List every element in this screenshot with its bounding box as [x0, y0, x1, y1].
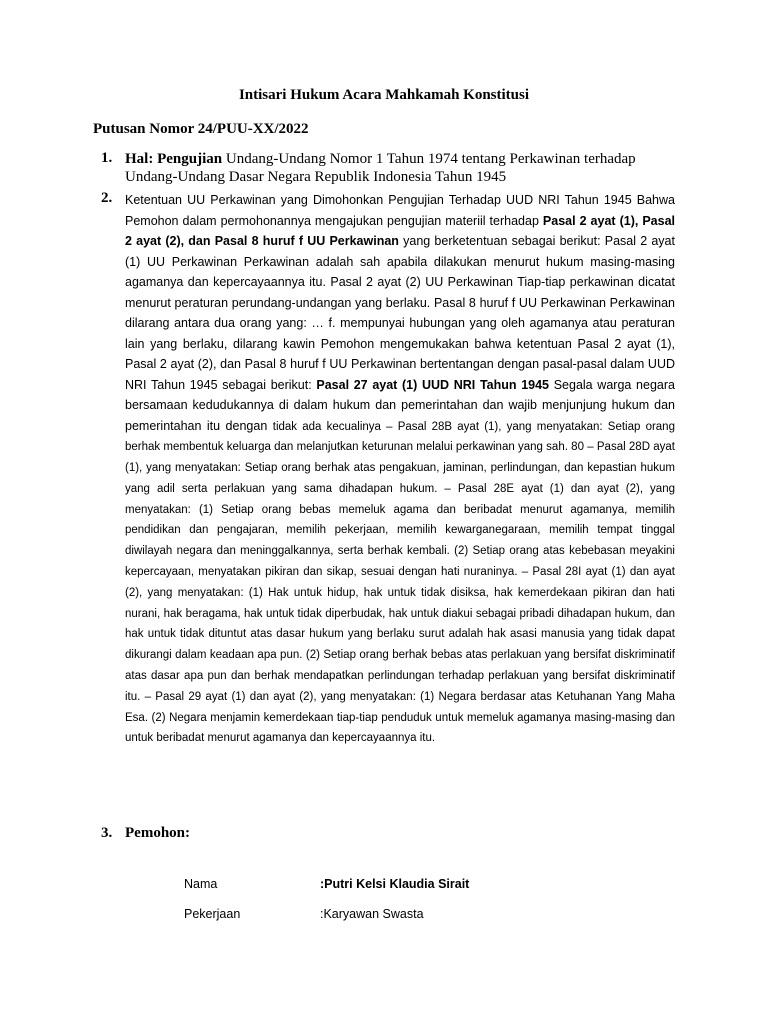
item-1-number: 1.: [101, 150, 113, 166]
item-1-label: Hal:: [125, 151, 154, 167]
item-2-para-2: yang berketentuan sebagai berikut: Pasal 2 ayat (1) UU Perkawinan Perkawinan adalah sah apabila dilakukan menurut hukum masing-masing agamanya dan kepercayaannya itu. Pasal 2 ayat (2) UU Perkawinan Tiap-tiap perkawinan dicatat menurut peraturan perundang-undangan yang berlaku. Pasal 8 huruf f UU Perkawinan Perkawinan dilarang antara dua orang yang: … f. mempunyai hubungan yang oleh agamanya atau peraturan lain yang berlaku, dilarang kawin Pemohon mengemukakan bahwa ketentuan Pasal 2 ayat (1), Pasal 2 ayat (2), dan Pasal 8 huruf f UU Perkawinan bertentangan dengan pasal-pasal dalam UUD NRI Tahun 1945 sebagai berikut:: [125, 234, 675, 392]
job-label: Pekerjaan: [184, 907, 241, 921]
item-2-text: [125, 190, 675, 748]
item-2-para-1: Ketentuan UU Perkawinan yang Dimohonkan Pengujian Terhadap UUD NRI Tahun 1945 Bahwa Pemohon dalam permohonannya mengajukan pengujian materiil terhadap: [125, 193, 675, 228]
name-label: Nama: [184, 877, 218, 891]
document-title: Intisari Hukum Acara Mahkamah Konstitusi: [238, 87, 530, 103]
item-2-para-3: Segala warga negara bersamaan kedudukannya di dalam hukum dan pemerintahan dan wajib menjunjung hukum dan pemerintahan itu dengan: [125, 377, 675, 433]
item-1-text: [125, 150, 675, 186]
item-2-number: 2.: [101, 190, 113, 206]
item-2-bold-1: Pasal 2 ayat (1), Pasal 2 ayat (2), dan Pasal 8 huruf f UU Perkawinan: [125, 213, 676, 248]
name-value: :Putri Kelsi Klaudia Sirait: [320, 877, 470, 891]
job-value: :Karyawan Swasta: [320, 907, 424, 921]
item-1-label2: Pengujian: [157, 151, 223, 167]
item-2-bold-2: Pasal 27 ayat (1) UUD NRI Tahun 1945: [316, 377, 550, 392]
item-3-label: Pemohon:: [125, 825, 190, 841]
item-3-number: 3.: [101, 825, 113, 841]
item-1-body: Undang-Undang Nomor 1 Tahun 1974 tentang Perkawinan terhadap Undang-Undang Dasar Negara Republik Indonesia Tahun 1945: [125, 151, 636, 185]
decision-number: Putusan Nomor 24/PUU-XX/2022: [93, 121, 309, 137]
item-2-para-4: tidak ada kecualinya – Pasal 28B ayat (1), yang menyatakan: Setiap orang berhak membentuk keluarga dan melanjutkan keturunan melalui perkawinan yang sah. 80 – Pasal 28D ayat (1), yang menyatakan: Setiap orang berhak atas pengakuan, jaminan, perlindungan, dan kepastian hukum yang adil serta perlakuan yang sama dihadapan hukum. – Pasal 28E ayat (1) dan ayat (2), yang menyatakan: (1) Setiap orang bebas memeluk agama dan beribadat menurut agamanya, memilih pendidikan dan pengajaran, memilih pekerjaan, memilih kewarganegaraan, memilih tempat tinggal diwilayah negara dan meninggalkannya, serta berhak kembali. (2) Setiap orang atas kebebasan meyakini kepercayaan, menyatakan pikiran dan sikap, sesuai dengan hati nuraninya. – Pasal 28I ayat (1) dan ayat (2), yang menyatakan: (1) Hak untuk hidup, hak untuk tidak disiksa, hak kemerdekaan pikiran dan hati nurani, hak beragama, hak untuk tidak diperbudak, hak untuk diakui sebagai pribadi dihadapan hukum, dan hak untuk tidak dituntut atas dasar hukum yang berlaku surut adalah hak asasi manusia yang tidak dapat dikurangi dalam keadaan apa pun. (2) Setiap orang berhak bebas atas perlakuan yang bersifat diskriminatif atas dasar apa pun dan berhak mendapatkan perlindungan terhadap perlakuan yang bersifat diskriminatif itu. – Pasal 29 ayat (1) dan ayat (2), yang menyatakan: (1) Negara berdasar atas Ketuhanan Yang Maha Esa. (2) Negara menjamin kemerdekaan tiap-tiap penduduk untuk memeluk agamanya masing-masing dan untuk beribadat menurut agamanya dan kepercayaannya itu.: [125, 420, 675, 745]
